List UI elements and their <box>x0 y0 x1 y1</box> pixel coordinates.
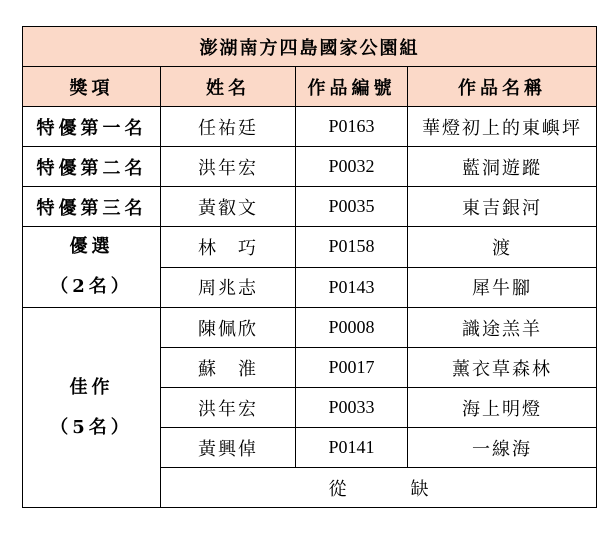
name-cell: 黃叡文 <box>161 187 296 227</box>
name-cell: 蘇 淮 <box>161 348 296 388</box>
title-row <box>23 27 597 67</box>
merit-label: 佳作 <box>69 376 114 398</box>
col-header-award: 獎項 <box>23 67 161 107</box>
code-cell: P0017 <box>296 348 408 388</box>
code-cell: P0141 <box>296 428 408 468</box>
excellent-award-cell <box>23 227 161 308</box>
name-cell: 洪年宏 <box>161 388 296 428</box>
name-cell: 任祐廷 <box>161 107 296 147</box>
code-cell: P0163 <box>296 107 408 147</box>
work-cell: 東吉銀河 <box>408 187 597 227</box>
name-cell: 陳佩欣 <box>161 308 296 348</box>
excellent-count: （2名） <box>50 276 133 297</box>
table-row <box>23 308 597 348</box>
work-cell: 犀牛腳 <box>408 267 597 308</box>
code-cell: P0032 <box>296 147 408 187</box>
vacant-cell <box>161 468 597 508</box>
table-row <box>23 107 597 147</box>
name-cell: 林 巧 <box>161 227 296 268</box>
work-cell: 識途羔羊 <box>408 308 597 348</box>
vacant-char-2: 缺 <box>410 478 429 500</box>
code-cell: P0143 <box>296 267 408 308</box>
code-cell: P0033 <box>296 388 408 428</box>
name-cell: 洪年宏 <box>161 147 296 187</box>
header-row <box>23 67 597 107</box>
col-header-work: 作品名稱 <box>408 67 597 107</box>
code-cell: P0008 <box>296 308 408 348</box>
award-cell: 特優第二名 <box>23 147 161 187</box>
award-cell: 特優第三名 <box>23 187 161 227</box>
vacant-char-1: 從 <box>328 478 347 500</box>
work-cell: 渡 <box>408 227 597 268</box>
merit-count: （5名） <box>50 416 133 438</box>
code-cell: P0035 <box>296 187 408 227</box>
col-header-name: 姓名 <box>161 67 296 107</box>
excellent-label: 優選 <box>69 236 114 257</box>
table-row <box>23 187 597 227</box>
work-cell: 一線海 <box>408 428 597 468</box>
name-cell: 黃興倬 <box>161 428 296 468</box>
work-cell: 華燈初上的東嶼坪 <box>408 107 597 147</box>
awards-table <box>22 26 597 508</box>
award-cell: 特優第一名 <box>23 107 161 147</box>
work-cell: 薰衣草森林 <box>408 348 597 388</box>
name-cell: 周兆志 <box>161 267 296 308</box>
merit-award-cell <box>23 308 161 508</box>
code-cell: P0158 <box>296 227 408 268</box>
table-row <box>23 227 597 268</box>
work-cell: 藍洞遊蹤 <box>408 147 597 187</box>
table-row <box>23 147 597 187</box>
work-cell: 海上明燈 <box>408 388 597 428</box>
table-title: 澎湖南方四島國家公園組 <box>23 27 597 67</box>
col-header-code: 作品編號 <box>296 67 408 107</box>
